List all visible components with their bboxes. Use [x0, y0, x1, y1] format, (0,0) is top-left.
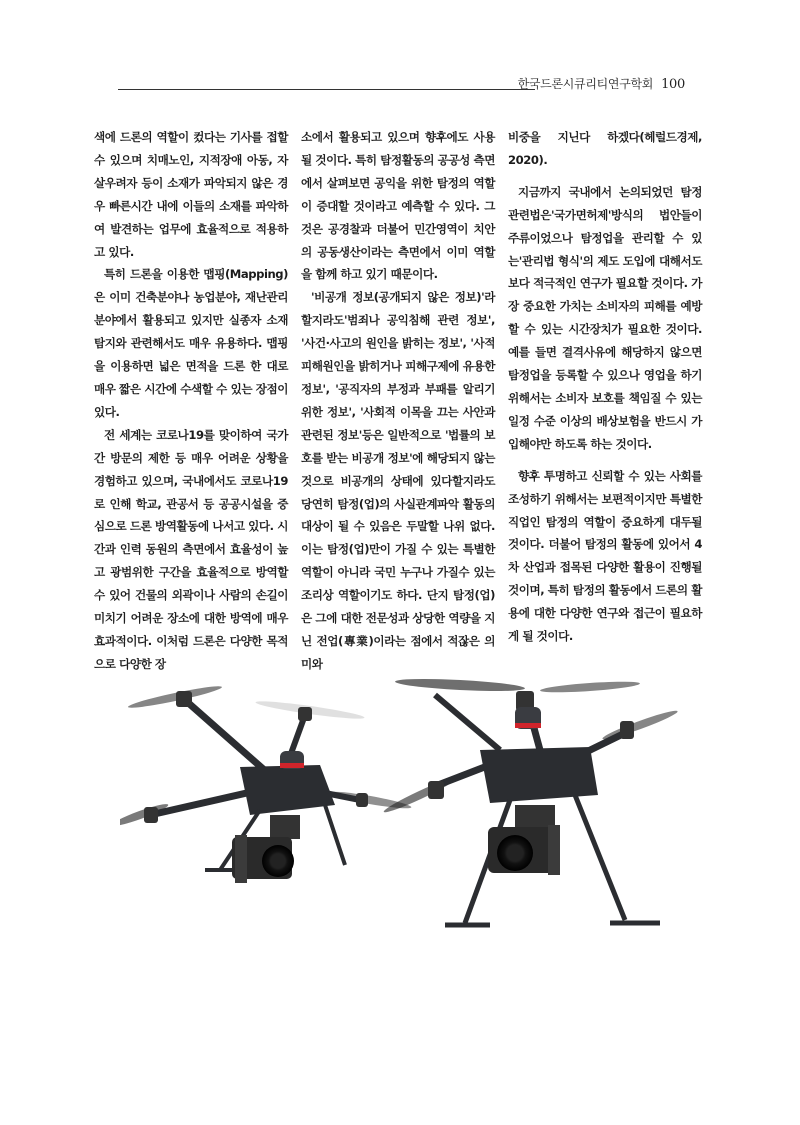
- left-drone: [120, 683, 412, 883]
- column-3: [508, 126, 702, 648]
- header-rule: [118, 89, 535, 90]
- paragraph: 지금까지 국내에서 논의되었던 탐정 관련법은'국가면허제'방식의 법안들이 주류이었으나 탐정업을 관리할 수 있는'관리법 형식'의 제도 도입에 대해서도 보다 적극적인 연구가 필요할 것이다. 가장 중요한 가치는 소비자의 피해를 예방할 수 있는 시간장치가 필요한 것이다. 예를 들면 결격사유에 해당하지 않으면 탐정업을 등록할 수 있으나 영업을 하기 위해서는 소비자 보호를 책임질 수 있는 일정 수준 이상의 배상보험을 반드시 가입해야만 하도록 하는 것이다.: [508, 184, 702, 451]
- column-1: [94, 126, 288, 676]
- journal-title: 한국드론시큐리티연구학회: [517, 77, 654, 91]
- paragraph: 전 세계는 코로나19를 맞이하여 국가간 방문의 제한 등 매우 어려운 상황을 경험하고 있으며, 국내에서도 코로나19로 인해 학교, 관공서 등 공공시설을 중심으로 드론 방역활동에 나서고 있다. 시간과 인력 동원의 측면에서 효율성이 높고 광범위한 구간을 효율적으로 방역할 수 있어 건물의 외곽이나 사람의 손길이 미치기 어려운 장소에 대한 방역에 매우 효과적이다. 이처럼 드론은 다양한 목적으로 다양한 장: [94, 427, 288, 671]
- paragraph: 특히 드론을 이용한 맵핑(Mapping)은 이미 건축분야나 농업분야, 재난관리 분야에서 활용되고 있지만 실종자 소재 탐지와 관련해서도 매우 유용하다. 맵핑을 이용하면 넓은 면적을 드론 한 대로 매우 짧은 시간에 수색할 수 있는 장점이 있다.: [94, 267, 288, 419]
- drone-illustration: [120, 655, 690, 945]
- running-header: [118, 72, 685, 92]
- paragraph: 향후 투명하고 신뢰할 수 있는 사회를 조성하기 위해서는 보편적이지만 특별한 직업인 탐정의 역할이 중요하게 대두될 것이다. 더불어 탐정의 활동에 있어서 4차 산업과 접목된 다양한 활용이 진행될 것이며, 특히 탐정의 활동에서 드론의 활용에 대한 다양한 연구와 접근이 필요하게 될 것이다.: [508, 468, 702, 644]
- paragraph: '비공개 정보(공개되지 않은 정보)'라 할지라도'범죄나 공익침해 관련 정보', '사건·사고의 원인을 밝히는 정보', '사적 피해원인을 밝히거나 피해구제에 유용한 정보', '공직자의 부정과 부패를 알리기 위한 정보', '사회적 이목을 끄는 사안과 관련된 정보'등은 일반적으로 '법률의 보호를 받는 비공개 정보'에 해당되지 않는 것으로 비공개의 상태에 있다할지라도 당연히 탐정(업)의 사실관계파악 활동의 대상이 될 수 있음은 두말할 나위 없다. 이는 탐정(업)만이 가질 수 있는 특별한 역할이 아니라 국민 누구나 가질수 있는 조리상 역할이기도 하다. 단지 탐정(업)은 그에 대한 전문성과 상당한 역량을 지닌 전업(專業)이라는 점에서 적잖은 의미와: [301, 290, 495, 671]
- right-drone: [382, 677, 679, 925]
- paragraph: 비중을 지닌다 하겠다(헤럴드경제, 2020).: [508, 130, 702, 167]
- column-2: [301, 126, 495, 676]
- paragraph: 소에서 활용되고 있으며 향후에도 사용될 것이다. 특히 탐정활동의 공공성 측면에서 살펴보면 공익을 위한 탐정의 역할이 증대할 것이라고 예측할 수 있다. 그것은 공경찰과 더불어 민간영역이 치안의 공동생산이라는 측면에서 이미 역할을 함께 하고 있기 때문이다.: [301, 130, 495, 282]
- drone-photo: [120, 655, 690, 945]
- paragraph: 색에 드론의 역할이 컸다는 기사를 접할 수 있으며 치매노인, 지적장애 아동, 자살우려자 등이 소재가 파악되지 않은 경우 빠른시간 내에 이들의 소재를 파악하여 발견하는 업무에 효율적으로 적용하고 있다.: [94, 130, 288, 259]
- page-number: 100: [661, 77, 685, 92]
- header-text: [518, 75, 685, 92]
